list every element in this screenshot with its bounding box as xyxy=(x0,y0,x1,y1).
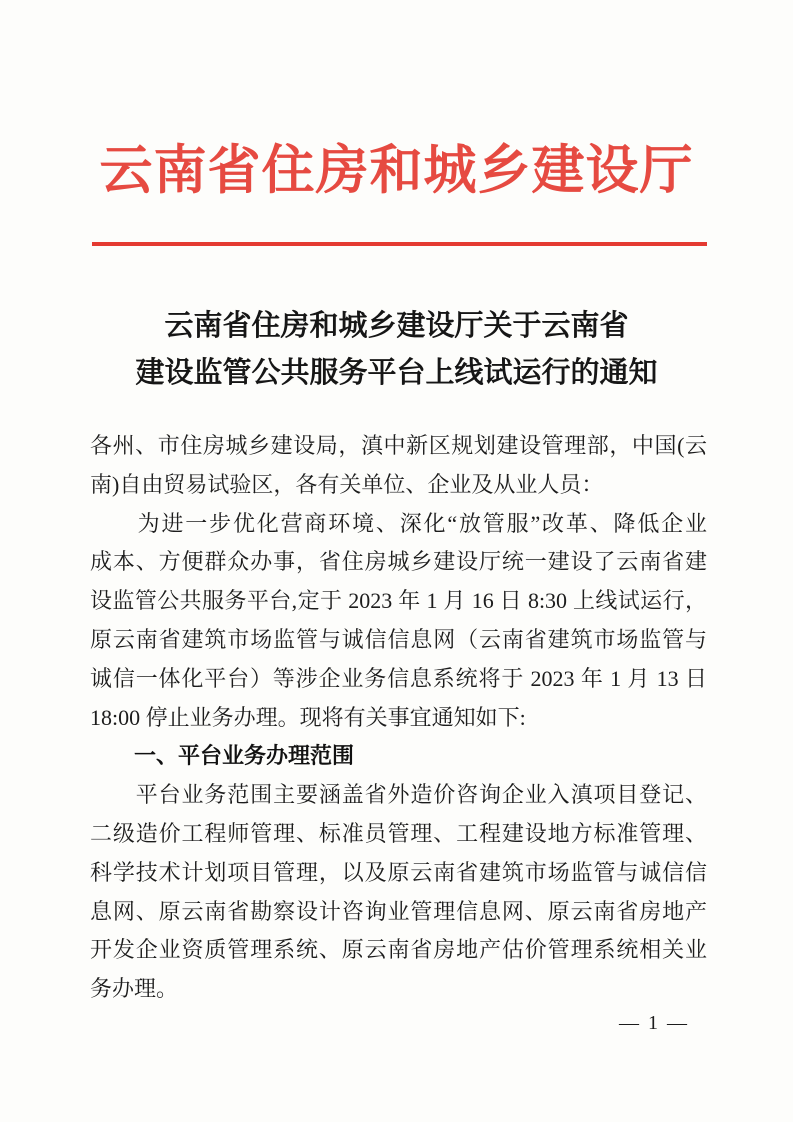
body-line: 平台业务范围主要涵盖省外造价咨询企业入滇项目登记、 xyxy=(90,782,707,808)
page-number: — 1 — xyxy=(619,1012,689,1034)
letterhead-divider-line xyxy=(92,242,707,246)
body-line: 诚信一体化平台）等涉企业务信息系统将于 2023 年 1 月 13 日 xyxy=(90,665,707,691)
body-line: 科学技术计划项目管理，以及原云南省建筑市场监管与诚信信 xyxy=(90,859,707,885)
agency-letterhead-title: 云南省住房和城乡建设厅 xyxy=(99,142,694,200)
body-line: 开发企业资质管理系统、原云南省房地产估价管理系统相关业 xyxy=(90,937,707,963)
body-line: 18:00 停止业务办理。现将有关事宜通知如下: xyxy=(90,704,526,730)
body-line: 各州、市住房城乡建设局，滇中新区规划建设管理部，中国(云 xyxy=(90,433,707,458)
document-title-line1: 云南省住房和城乡建设厅关于云南省 xyxy=(164,310,629,342)
body-line: 息网、原云南省勘察设计咨询业管理信息网、原云南省房地产 xyxy=(90,898,707,924)
body-line: 原云南省建筑市场监管与诚信信息网（云南省建筑市场监管与 xyxy=(90,626,707,652)
body-line: 设监管公共服务平台,定于 2023 年 1 月 16 日 8:30 上线试运行， xyxy=(90,588,707,614)
body-line: 务办理。 xyxy=(90,976,179,1002)
section-heading: 一、平台业务办理范围 xyxy=(90,743,355,769)
body-line: 二级造价工程师管理、标准员管理、工程建设地方标准管理、 xyxy=(90,820,707,846)
document-title xyxy=(0,303,793,397)
document-body xyxy=(90,427,707,1009)
body-line: 成本、方便群众办事，省住房城乡建设厅统一建设了云南省建 xyxy=(90,549,707,575)
body-line: 南)自由贸易试验区，各有关单位、企业及从业人员： xyxy=(90,471,604,497)
document-title-line2: 建设监管公共服务平台上线试运行的通知 xyxy=(135,357,658,389)
body-line: 为进一步优化营商环境、深化“放管服”改革、降低企业 xyxy=(90,510,707,536)
